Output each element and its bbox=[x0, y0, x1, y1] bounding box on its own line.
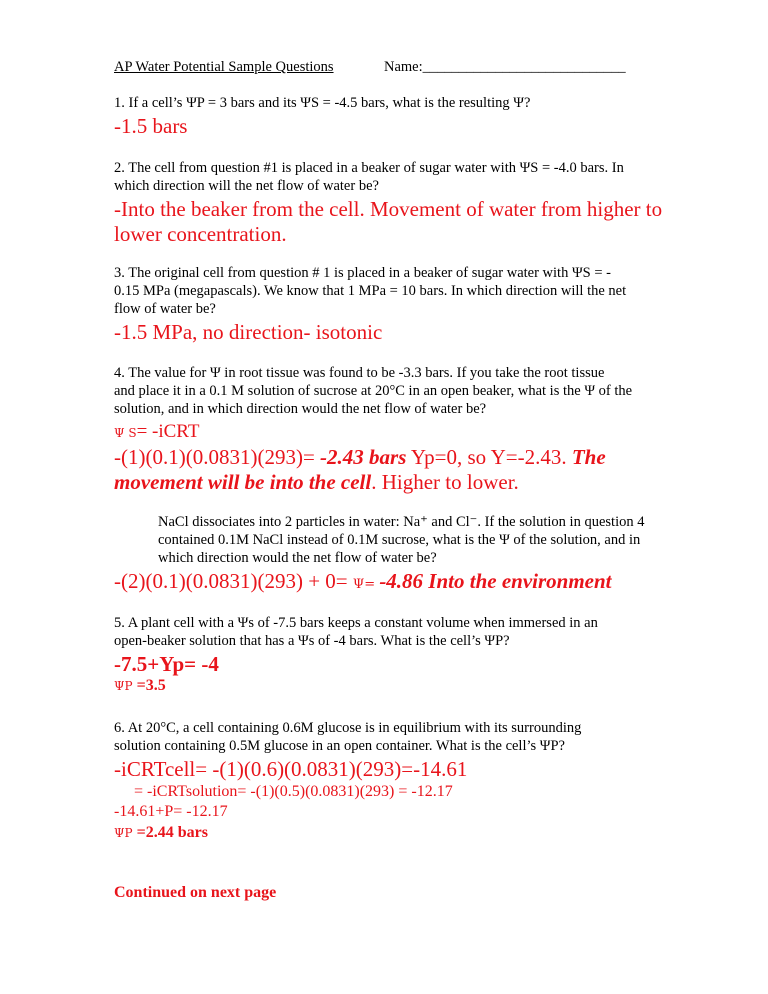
calc-note: Yp=0, so Y=-2.43. bbox=[406, 445, 572, 469]
conclusion-bold: movement will be into the cell bbox=[114, 470, 372, 494]
answer-5-line-2 bbox=[114, 676, 166, 696]
question-3-line-2: 0.15 MPa (megapascals). We know that 1 MPa = 10 bars. In which direction will the net bbox=[114, 283, 627, 299]
nacl-question-line-1: NaCl dissociates into 2 particles in water: Na⁺ and Cl⁻. If the solution in question 4 bbox=[158, 514, 645, 530]
continued-note: Continued on next page bbox=[114, 884, 277, 901]
nacl-answer bbox=[114, 568, 612, 598]
conclusion-rest: . Higher to lower. bbox=[371, 470, 519, 494]
answer-5-line-1: -7.5+Yp= -4 bbox=[114, 652, 219, 676]
psi-p-symbol: ΨP bbox=[114, 679, 133, 693]
nacl-question-line-3: which direction would the net flow of water be? bbox=[158, 550, 437, 566]
question-4-line-1: 4. The value for Ψ in root tissue was found to be -3.3 bars. If you take the root tissue bbox=[114, 365, 605, 381]
nacl-psi-symbol: Ψ= bbox=[352, 577, 380, 592]
answer-4-conclusion bbox=[114, 469, 519, 495]
question-5-line-2: open-beaker solution that has a Ψs of -4 bars. What is the cell’s ΨP? bbox=[114, 633, 510, 649]
question-2-line-1: 2. The cell from question #1 is placed in a beaker of sugar water with ΨS = -4.0 bars. In bbox=[114, 160, 624, 176]
question-4-line-3: solution, and in which direction would the net flow of water be? bbox=[114, 401, 487, 417]
psi-s-symbol: Ψ S bbox=[114, 426, 137, 440]
psi-p-symbol-6: ΨP bbox=[114, 826, 133, 840]
question-1-text: 1. If a cell’s ΨP = 3 bars and its ΨS = -4.5 bars, what is the resulting Ψ? bbox=[114, 95, 531, 111]
answer-6-line-1: -iCRTcell= -(1)(0.6)(0.0831)(293)=-14.61 bbox=[114, 757, 468, 781]
question-3-line-1: 3. The original cell from question # 1 is placed in a beaker of sugar water with ΨS = - bbox=[114, 265, 611, 281]
answer-2-line-2: lower concentration. bbox=[114, 222, 287, 246]
answer-2-line-1: -Into the beaker from the cell. Movement of water from higher to bbox=[114, 197, 663, 221]
answer-4-calculation bbox=[114, 444, 606, 470]
calc-result: -2.43 bars bbox=[320, 445, 407, 469]
nacl-result: -4.86 Into the environment bbox=[379, 569, 612, 593]
name-field-label: Name:____________________________ bbox=[384, 59, 626, 75]
answer-6-line-4 bbox=[114, 823, 208, 843]
question-3-line-3: flow of water be? bbox=[114, 301, 216, 317]
nacl-calc: -(2)(0.1)(0.0831)(293) + 0= bbox=[114, 569, 353, 593]
answer-3: -1.5 MPa, no direction- isotonic bbox=[114, 320, 383, 344]
answer-1: -1.5 bars bbox=[114, 114, 188, 138]
question-2-line-2: which direction will the net flow of water be? bbox=[114, 178, 379, 194]
nacl-question-line-2: contained 0.1M NaCl instead of 0.1M sucrose, what is the Ψ of the solution, and in bbox=[158, 532, 641, 548]
answer-6-value: =2.44 bars bbox=[132, 824, 208, 841]
question-6-line-2: solution containing 0.5M glucose in an open container. What is the cell’s ΨP? bbox=[114, 738, 565, 754]
question-4-line-2: and place it in a 0.1 M solution of sucrose at 20°C in an open beaker, what is the Ψ of the bbox=[114, 383, 633, 399]
answer-4-formula bbox=[114, 420, 199, 445]
answer-6-line-2: = -iCRTsolution= -(1)(0.5)(0.0831)(293) = -12.17 bbox=[134, 783, 453, 800]
question-6-line-1: 6. At 20°C, a cell containing 0.6M glucose is in equilibrium with its surrounding bbox=[114, 720, 582, 736]
formula-text: = -iCRT bbox=[136, 421, 200, 442]
answer-5-value: =3.5 bbox=[132, 677, 166, 694]
answer-6-line-3: -14.61+P= -12.17 bbox=[114, 803, 228, 820]
question-5-line-1: 5. A plant cell with a Ψs of -7.5 bars keeps a constant volume when immersed in an bbox=[114, 615, 598, 631]
calc-conclusion-start: The bbox=[571, 445, 606, 469]
worksheet-title: AP Water Potential Sample Questions bbox=[114, 59, 334, 75]
calc-expression: -(1)(0.1)(0.0831)(293)= bbox=[114, 445, 321, 469]
